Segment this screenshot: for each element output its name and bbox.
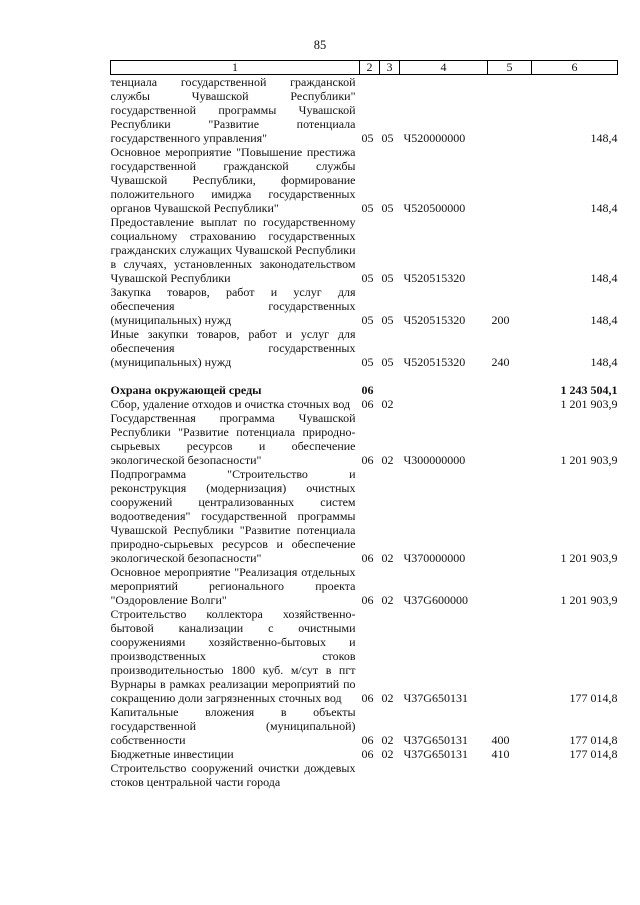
row-target-article-code (400, 761, 488, 789)
row-subsection-code: 02 (381, 593, 394, 607)
row-section-code: 06 (361, 733, 374, 747)
row-section-code: 06 (361, 691, 374, 705)
table-row (111, 397, 618, 411)
row-subsection-code: 02 (381, 733, 394, 747)
row-description: Бюджетные инвестиции (110, 747, 234, 761)
row-subsection-code: 05 (381, 355, 394, 369)
table-row (111, 285, 618, 327)
table-row (111, 607, 618, 705)
row-section-code: 06 (361, 397, 374, 411)
row-amount: 1 201 903,9 (560, 593, 618, 607)
row-target-article-code: Ч520000000 (403, 131, 466, 145)
row-amount: 148,4 (590, 131, 618, 145)
table-row (111, 705, 618, 747)
header-col-6: 6 (532, 61, 618, 75)
table-row (111, 145, 618, 215)
row-section-code: 05 (361, 201, 374, 215)
row-description: Закупка товаров, работ и услуг для обеспечения государственных (муниципальных) нужд (110, 285, 356, 327)
row-subsection-code (380, 761, 400, 789)
row-subsection-code: 05 (381, 313, 394, 327)
row-target-article-code: Ч520515320 (403, 313, 466, 327)
row-description: Строительство коллектора хозяйственно-бытовой канализации с очистными сооружениями хозяйственно-бытовых и производственных стоков производительностью 1800 куб. м/сут в пгт Вурнары в рамках реализации мероприятий по сокращению доли загрязненных сточных вод (110, 607, 356, 705)
row-amount: 1 201 903,9 (560, 397, 618, 411)
header-col-2: 2 (360, 61, 380, 75)
row-amount: 1 201 903,9 (560, 453, 618, 467)
row-section-code: 06 (361, 747, 374, 761)
row-target-article-code: Ч300000000 (403, 453, 466, 467)
row-amount: 177 014,8 (569, 733, 618, 747)
row-target-article-code (400, 397, 488, 411)
table-row (111, 75, 618, 146)
row-subsection-code: 02 (381, 691, 394, 705)
row-section-code: 05 (361, 131, 374, 145)
row-subsection-code: 02 (381, 551, 394, 565)
row-expense-type-code (488, 75, 532, 146)
row-subsection-code: 02 (381, 397, 394, 411)
row-amount: 177 014,8 (569, 691, 618, 705)
row-target-article-code: Ч370000000 (403, 551, 466, 565)
row-subsection-code: 05 (381, 201, 394, 215)
page-number: 85 (313, 38, 327, 52)
row-expense-type-code (488, 215, 532, 285)
row-target-article-code: Ч37G650131 (403, 733, 468, 747)
row-target-article-code: Ч37G650131 (403, 691, 468, 705)
row-section-code: 06 (361, 551, 374, 565)
header-col-3: 3 (380, 61, 400, 75)
header-col-5: 5 (488, 61, 532, 75)
section-row (111, 383, 618, 397)
row-section-code: 05 (361, 271, 374, 285)
row-subsection-code: 05 (381, 131, 394, 145)
row-expense-type-code: 240 (491, 355, 510, 369)
row-expense-type-code (488, 761, 532, 789)
row-description: Иные закупки товаров, работ и услуг для обеспечения государственных (муниципальных) нужд (110, 327, 356, 369)
row-description: тенциала государственной гражданской службы Чувашской Республики" государственной программы Чувашской Республики "Развитие потенциала государственного управления" (110, 75, 356, 145)
row-description: Основное мероприятие "Реализация отдельных мероприятий регионального проекта "Оздоровление Волги" (110, 565, 356, 607)
row-subsection-code: 02 (381, 453, 394, 467)
budget-table (110, 60, 618, 789)
row-amount: 148,4 (590, 201, 618, 215)
row-description: Сбор, удаление отходов и очистка сточных вод (110, 397, 351, 411)
row-subsection-code: 02 (381, 747, 394, 761)
row-subsection-code (380, 383, 400, 397)
row-amount: 148,4 (590, 313, 618, 327)
row-amount: 1 201 903,9 (560, 551, 618, 565)
row-expense-type-code (488, 383, 532, 397)
row-description: Основное мероприятие "Повышение престижа государственной гражданской службы Чувашской Республики, формирование положительного имиджа государственных органов Чувашской Республики" (110, 145, 356, 215)
row-section-code: 06 (361, 453, 374, 467)
row-section-code: 05 (361, 313, 374, 327)
row-description: Охрана окружающей среды (110, 383, 262, 397)
row-expense-type-code: 400 (491, 733, 510, 747)
table-row (111, 747, 618, 761)
spacer-cell (111, 369, 618, 383)
row-description: Государственная программа Чувашской Республики "Развитие потенциала природно-сырьевых ресурсов и обеспечение экологической безопасности" (110, 411, 356, 467)
row-section-code: 06 (361, 593, 374, 607)
header-col-4: 4 (400, 61, 488, 75)
row-expense-type-code: 200 (491, 313, 510, 327)
header-col-1: 1 (111, 61, 360, 75)
row-section-code: 05 (361, 355, 374, 369)
row-expense-type-code (488, 467, 532, 565)
table-row (111, 327, 618, 369)
row-expense-type-code (488, 145, 532, 215)
row-target-article-code (400, 383, 488, 397)
row-subsection-code: 05 (381, 271, 394, 285)
row-target-article-code: Ч37G650131 (403, 747, 468, 761)
row-expense-type-code (488, 411, 532, 467)
row-amount: 1 243 504,1 (560, 383, 618, 397)
table-row (111, 215, 618, 285)
row-expense-type-code (488, 397, 532, 411)
table-row (111, 761, 618, 789)
row-description: Подпрограмма "Строительство и реконструкция (модернизация) очистных сооружений централизованных систем водоотведения" государственной программы Чувашской Республики "Развитие потенциала природно-сырьевых ресурсов и обеспечение экологической безопасности" (110, 467, 356, 565)
row-target-article-code: Ч520515320 (403, 355, 466, 369)
row-expense-type-code (488, 607, 532, 705)
row-expense-type-code: 410 (491, 747, 510, 761)
row-target-article-code: Ч520515320 (403, 271, 466, 285)
row-amount: 148,4 (590, 271, 618, 285)
row-target-article-code: Ч520500000 (403, 201, 466, 215)
table-row (111, 411, 618, 467)
column-number-header (111, 61, 618, 75)
table-row (111, 467, 618, 565)
row-description: Капитальные вложения в объекты государственной (муниципальной) собственности (110, 705, 356, 747)
table-row (111, 565, 618, 607)
row-section-code (360, 761, 380, 789)
row-expense-type-code (488, 565, 532, 607)
row-amount: 177 014,8 (569, 747, 618, 761)
spacer-row (111, 369, 618, 383)
row-target-article-code: Ч37G600000 (403, 593, 468, 607)
row-description: Предоставление выплат по государственному социальному страхованию государственных гражданских служащих Чувашской Республики в случаях, установленных законодательством Чувашской Республики (110, 215, 356, 285)
row-amount: 148,4 (590, 355, 618, 369)
row-amount (532, 761, 618, 789)
row-section-code: 06 (361, 383, 374, 397)
row-description: Строительство сооружений очистки дождевых стоков центральной части города (110, 761, 356, 789)
